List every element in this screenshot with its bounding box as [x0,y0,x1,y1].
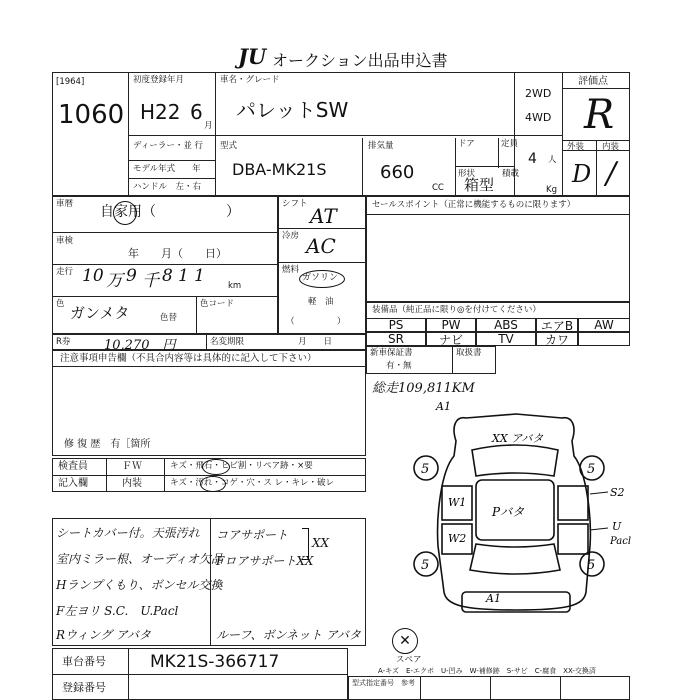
warranty-value: 有・無 [386,361,412,371]
warranty-label: 新車保証書 [370,348,413,358]
color-code-label: 色コード [200,299,235,309]
model-year-label: モデル年式 年 [133,164,201,174]
spare-tire-mark: ✕ [392,628,418,654]
ac-value: AC [306,234,336,258]
rear-windshield [470,544,560,574]
spare-label: スペア [396,655,422,665]
interior-circle [200,476,226,492]
eval-label: 評価点 [578,76,608,87]
capacity-unit: 人 [548,155,557,165]
fw-label: ＦＷ [122,461,142,472]
sales-point-box [366,196,630,302]
note-line: F左ヨリ S.C. U.Pacl [56,604,179,618]
damage-legend: A-キズ E-エクボ U-凹み W-補修跡 S-サビ C-腐食 XX-交換済 [378,667,596,675]
equipment-item [578,332,630,346]
caution-label: 注意事項申告欄（不具合内容等は具体的に記入して下さい） [60,353,317,364]
equipment-item: ABS [476,318,536,332]
interior-items: キズ・汚れ・コゲ・穴・ス レ・キレ・破レ [170,478,334,488]
displacement-label: 排気量 [368,141,394,151]
repair-history-label: 修 復 歴 有［箇所 [64,439,151,450]
roof-note: Pバタ [492,505,525,519]
mileage-digit: 10 [82,266,104,286]
wheel-number: 5 [587,462,596,477]
plate-label: 登録番号 [62,681,106,694]
mileage-label: 走行 [56,267,74,277]
exterior-score: D [572,160,592,188]
note-xx: XX [312,536,330,550]
mileage-digits [82,266,210,291]
shaken-value: 年 月（ 日） [128,247,227,260]
note-bracket [302,528,309,560]
tax-label: R券 [56,337,71,347]
color-label: 色 [56,299,65,309]
fuel-diesel: 軽 油 [308,297,334,307]
displacement-unit: CC [432,183,444,193]
equipment-item: AW [578,318,630,332]
displacement-value: 660 [380,162,415,183]
shift-label: シフト [282,199,308,209]
exterior-label: 外装 [567,142,585,152]
equipment-label: 装備品（純正品に限り◎を付けてください） [372,305,541,315]
inspection-interior-label: 内装 [122,478,142,489]
mileage-digit: 1 [178,266,189,286]
equipment-item: TV [476,332,536,346]
equipment-item: ナビ [426,332,476,346]
shape-value: 箱型 [464,176,495,194]
shape-label: 形状 [458,169,476,179]
side-u-note: U [612,520,622,533]
left-door-note: W1 [448,496,467,509]
first-reg-label: 初度登録年月 [133,75,185,85]
mileage-digit: 9 [126,266,137,286]
mileage-digit: 8 [162,266,173,286]
equipment-item: SR [366,332,426,346]
rear-note: A1 [486,592,501,605]
wheel-number: 5 [421,558,430,573]
repaint-label: 色替 [160,313,178,323]
entry-label: 記入欄 [58,478,88,489]
capacity-label: 定員 [501,139,519,149]
dealer-label: ディーラー・並 行 [133,141,204,151]
fw-items: キズ・飛石・ヒビ割・リペア跡・×要 [170,461,313,471]
chassis-value: MK21S-366717 [150,652,280,672]
first-reg-month: 6 [190,100,203,124]
front-left-note: A1 [436,400,451,413]
handle-label: ハンドル 左・右 [133,182,202,192]
note-line: シートカバー付。天張汚れ [56,526,200,540]
wheel-number: 5 [587,558,596,573]
hood-note: XX アバタ [492,432,544,445]
fuel-gas-circle [299,270,345,288]
inspector-label: 検査員 [58,461,88,472]
manual-label: 取扱書 [456,348,482,358]
front-windshield [472,445,558,476]
type-label: 型式 [220,141,238,151]
header-logo: JU [238,44,267,69]
side-s2-note: S2 [610,486,625,499]
mileage-unit: km [228,281,242,291]
mileage-digit: 千 [142,271,159,291]
color-value: ガンメタ [70,304,130,322]
note-line: 室内ミラー根、オーディオ欠品 [56,552,224,566]
model-code: DBA-MK21S [232,160,327,179]
equipment-item: PW [426,318,476,332]
equipment-item: PS [366,318,426,332]
note-line: Rウィング アバタ [56,628,151,642]
month-unit: 月 [204,121,213,131]
note-line: FロアサポートXX [216,554,314,568]
eval-score: R [584,92,615,138]
shaken-label: 車検 [56,236,74,246]
ac-label: 冷房 [282,231,300,241]
sales-point-label: セールスポイント（正常に機能するものに限ります） [372,200,576,210]
chassis-label: 車台番号 [62,655,106,668]
fuel-label: 燃料 [282,265,300,275]
drive-2wd: 2WD [525,87,552,100]
fuel-parens: （ ） [286,317,346,327]
note-line: ルーフ、ボンネット アバタ [216,628,361,642]
equipment-item: エアB [536,318,578,332]
fuel-gasoline: ガソリン [302,273,339,283]
mileage-digit: 1 [194,266,205,286]
first-reg-era: H22 [140,100,181,124]
interior-score: / [606,156,617,191]
load-label: 積載 [502,169,520,179]
wheel-number: 5 [421,462,430,477]
note-line: Hランプくもり、ボンセル交換 [56,578,223,592]
left-door-note: W2 [448,532,467,545]
interior-label: 内装 [602,142,620,152]
mileage-digit: 万 [106,271,123,291]
equipment-item: カワ [536,332,578,346]
lot-number: 1060 [58,100,125,130]
odometer-note: 総走109,811KM [372,381,475,396]
ref-number: [1964] [56,77,85,87]
document-title: オークション出品申込書 [272,51,448,70]
side-u-note: Pacl [610,536,632,547]
car-damage-diagram [396,396,636,630]
shift-value: AT [310,204,337,228]
history-value: 自家用（ ） [100,204,240,220]
right-door-rear [558,524,588,554]
legend-sub-label: 型式指定番号 参考 [352,679,415,687]
fw-circle [202,459,230,475]
drive-4wd: 4WD [525,111,552,124]
history-circle [113,201,137,225]
right-door-front [558,486,588,520]
vehicle-name: パレットSW [236,98,349,122]
load-unit: Kg [546,185,557,195]
tax-value: 10,270 円 [104,338,176,353]
name-change-label: 名変期限 [210,337,245,347]
name-change-value: 月 日 [298,337,333,347]
name-grade-label: 車名・グレード [220,75,280,85]
capacity-value: 4 [528,151,537,167]
history-label: 車暦 [56,199,74,209]
note-line: コアサポート [216,528,289,542]
door-label: ドア [458,139,475,149]
